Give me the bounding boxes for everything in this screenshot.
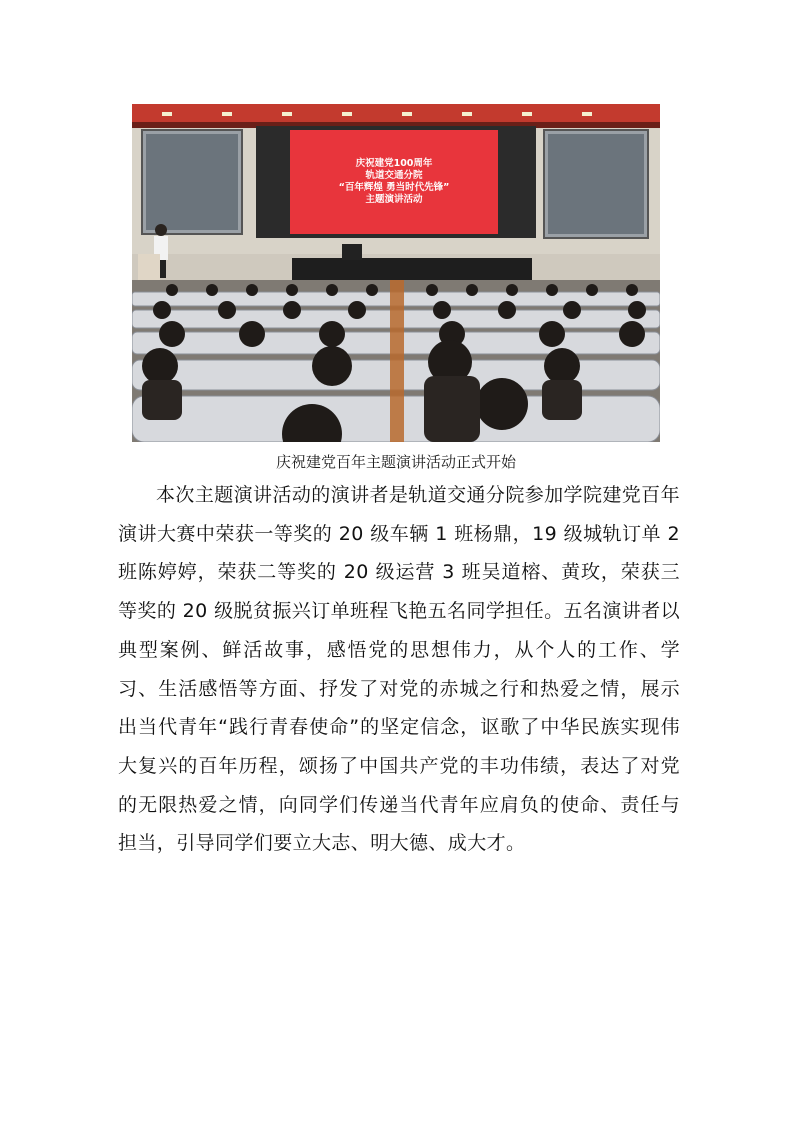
screen-line-4: 主题演讲活动 (365, 194, 423, 205)
photo-caption: 庆祝建党百年主题演讲活动正式开始 (275, 453, 516, 471)
body-paragraph: 本次主题演讲活动的演讲者是轨道交通分院参加学院建党百年演讲大赛中荣获一等奖的 20 级车辆 1 班杨鼎，19 级城轨订单 2 班陈婷婷，荣获二等奖的 20 级运营 3 班吴道榕、黄玫，荣获三等奖的 20 级脱贫振兴订单班程飞艳五名同学担任。五名演讲者以典型案例、鲜活故事，感悟党的思想伟力，从个人的工作、学习、生活感悟等方面、抒发了对党的赤城之行和热爱之情，展示出当代青年“践行青春使命”的坚定信念，讴歌了中华民族实现伟大复兴的百年历程，颂扬了中国共产党的丰功伟绩，表达了对党的无限热爱之情，向同学们传递当代青年应肩负的使命、责任与担当，引导同学们要立大志、明大德、成大才。 (118, 484, 680, 855)
screen-line-2: 轨道交通分院 (365, 170, 423, 181)
screen-line-1: 庆祝建党100周年 (355, 158, 433, 169)
screen-line-3: “百年辉煌 勇当时代先锋” (338, 182, 450, 193)
event-photo (132, 104, 660, 442)
auditorium-photo (132, 104, 660, 442)
